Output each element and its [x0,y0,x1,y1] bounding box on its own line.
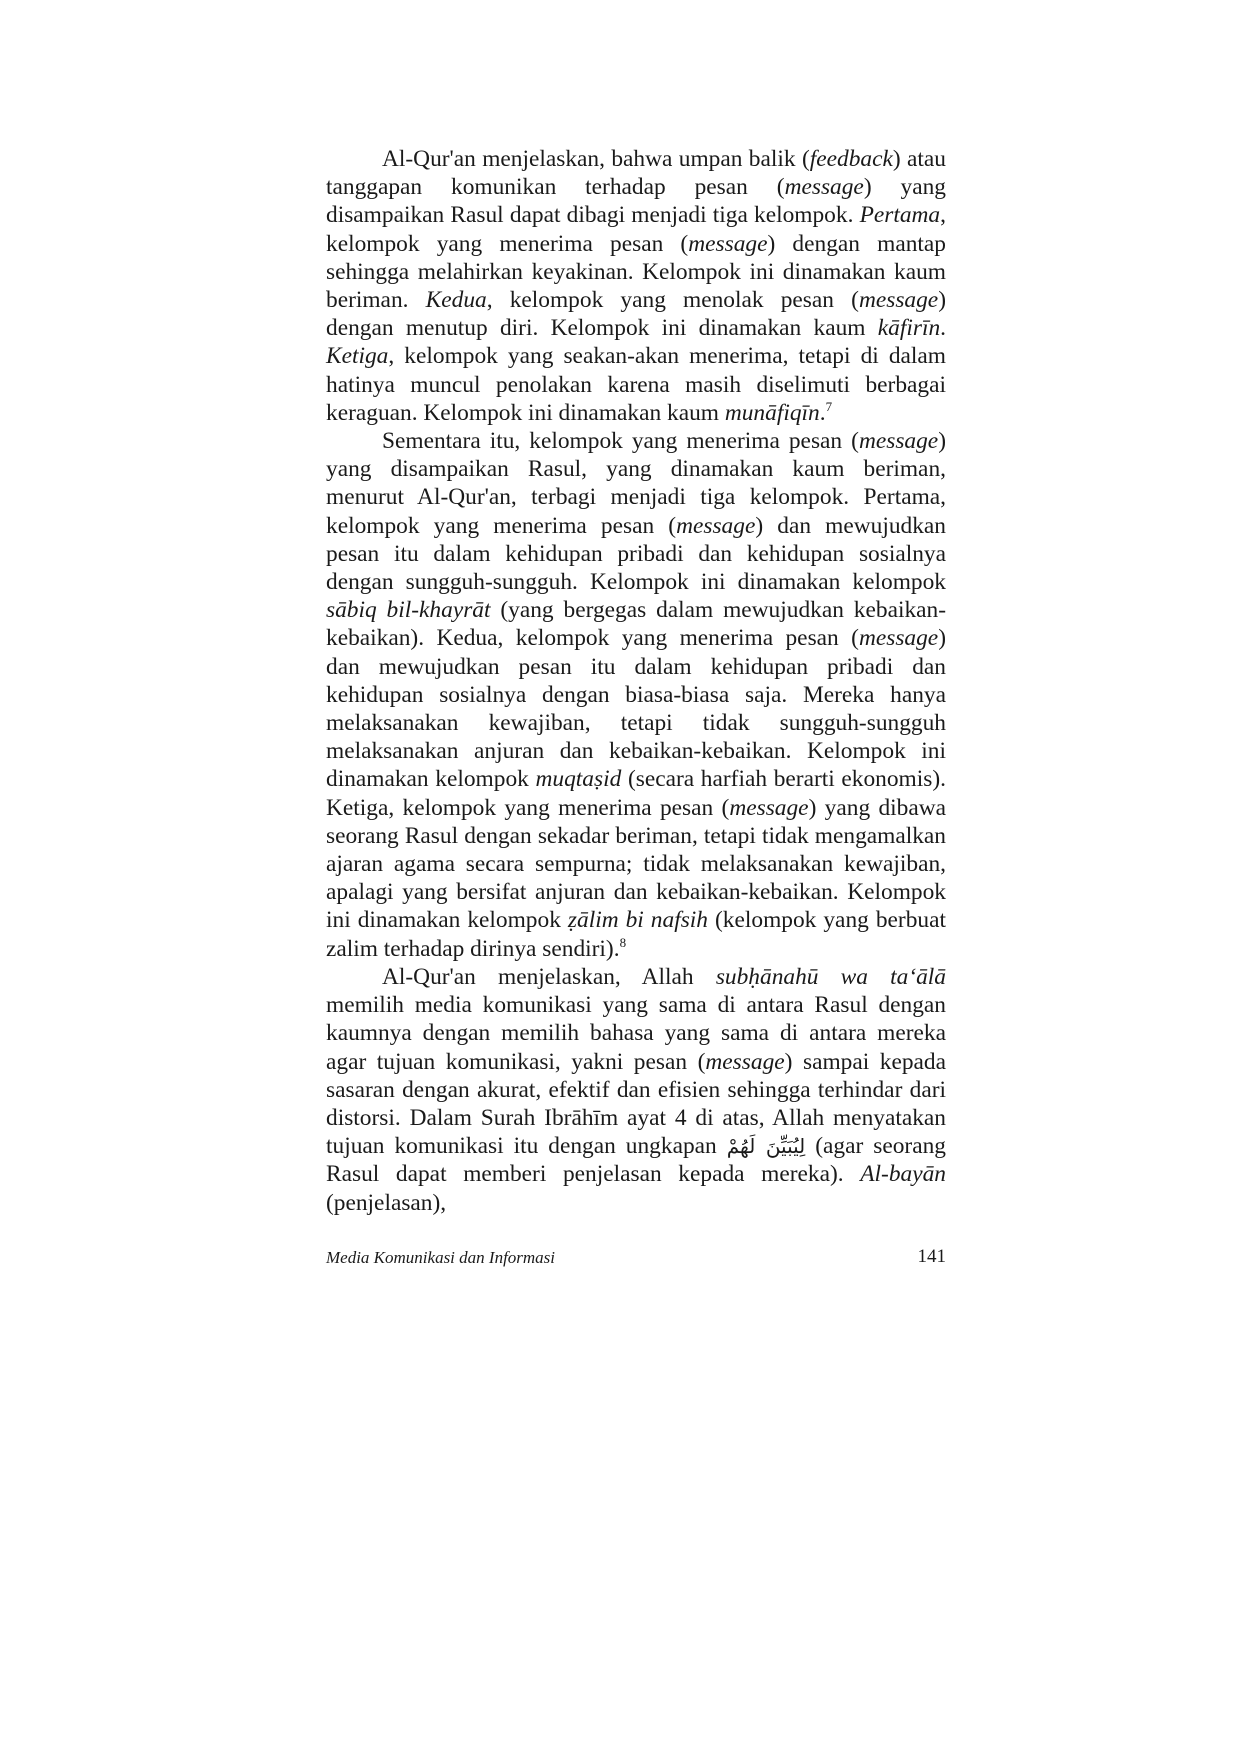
italic-term: message [858,625,939,652]
text-run: , kelompok yang menerima pesan ( [326,202,946,257]
text-run: (yang bergegas dalam mewujudkan kebaikan-kebaikan). Kedua, kelompok yang menerima pesan ( [326,597,947,652]
italic-term: message [676,512,756,539]
italic-term: message [705,1048,785,1075]
italic-term: ẓālim bi nafsih [567,907,708,934]
text-run: ) sampai kepada sasaran dengan akurat, efektif dan efisien sehingga terhindar dari distorsi. Dalam Surah Ibrāhīm ayat 4 di atas, Allah menyatakan tujuan komunikasi itu dengan ungkapan [326,1048,946,1160]
italic-term: message [858,287,939,314]
text-run: ) atau tanggapan komunikan terhadap pesan ( [326,146,946,201]
italic-term: subḥānahū wa ta‘ālā [715,963,946,990]
text-run: (secara harfiah berarti ekonomis). Ketiga, kelompok yang menerima pesan ( [326,766,946,821]
italic-term: message [688,230,768,257]
text-run: Sementara itu, kelompok yang menerima pesan ( [382,428,859,455]
text-run: Al-Qur'an menjelaskan, bahwa umpan balik ( [382,146,810,172]
text-run: ) yang dibawa seorang Rasul dengan sekadar beriman, tetapi tidak mengamalkan ajaran agama secara sempurna; tidak melaksanakan kewajiban, apalagi yang bersifat anjuran dan kebaikan-kebaikan. Kelompok ini dinamakan kelompok [326,794,946,934]
text-run: ) yang disampaikan Rasul, yang dinamakan kaum beriman, menurut Al-Qur'an, terbagi menjadi tiga kelompok. Pertama, kelompok yang menerima pesan ( [326,428,946,539]
running-footer-title: Media Komunikasi dan Informasi [326,1248,556,1267]
italic-term: message [858,428,939,455]
text-run: (penjelasan), [326,1189,447,1216]
italic-term: message [784,174,864,201]
footnote-marker: 7 [825,399,833,415]
text-run: ) dan mewujudkan pesan itu dalam kehidupan pribadi dan kehidupan sosialnya dengan sungguh-sungguh. Kelompok ini dinamakan kelompok [326,512,946,596]
italic-term: message [729,794,809,821]
text-run: Al-Qur'an menjelaskan, Allah [382,963,716,990]
paragraph-2 [326,427,946,963]
text-run: memilih media komunikasi yang sama di antara Rasul dengan kaumnya dengan memilih bahasa yang sama di antara mereka agar tujuan komunikasi, yakni pesan ( [326,992,946,1075]
italic-term: munāfiqīn [724,399,820,426]
italic-term: Al-bayān [860,1161,946,1188]
page-number: 141 [917,1246,946,1267]
arabic-phrase: لِيُبَيِّنَ لَهُمْ [726,1134,806,1159]
body-text [326,145,946,1217]
page-footer [326,1248,946,1278]
text-run: , kelompok yang menolak pesan ( [486,287,859,314]
text-run: , kelompok yang seakan-akan menerima, tetapi di dalam hatinya muncul penolakan karena masih diselimuti berbagai keraguan. Kelompok ini dinamakan kaum [326,343,946,426]
text-run: ) dan mewujudkan pesan itu dalam kehidupan pribadi dan kehidupan sosialnya dengan biasa-biasa saja. Mereka hanya melaksanakan kewajiban, tetapi tidak sungguh-sungguh melaksanakan anjuran dan kebaikan-kebaikan. Kelompok ini dinamakan kelompok [326,625,946,793]
text-run: ) dengan menutup diri. Kelompok ini dinamakan kaum [326,287,946,342]
italic-term: Ketiga [326,343,389,370]
text-run: ) dengan mantap sehingga melahirkan keyakinan. Kelompok ini dinamakan kaum beriman. [326,230,946,314]
italic-term: Kedua [425,287,487,314]
text-run: . [819,399,826,426]
italic-term: muqtaṣid [535,766,622,793]
text-run: (agar seorang Rasul dapat memberi penjelasan kepada mereka). [326,1133,946,1188]
text-run: (kelompok yang berbuat zalim terhadap dirinya sendiri). [326,907,946,962]
italic-term: Pertama [859,202,941,229]
italic-term: sābiq bil-khayrāt [326,597,491,624]
italic-term: feedback [809,146,893,172]
footnote-marker: 8 [619,934,627,950]
text-run: ) yang disampaikan Rasul dapat dibagi menjadi tiga kelompok. [326,174,946,229]
paragraph-1 [326,145,946,427]
italic-term: kāfirīn [877,315,941,342]
text-run: . [940,315,946,342]
paragraph-3 [326,963,946,1217]
